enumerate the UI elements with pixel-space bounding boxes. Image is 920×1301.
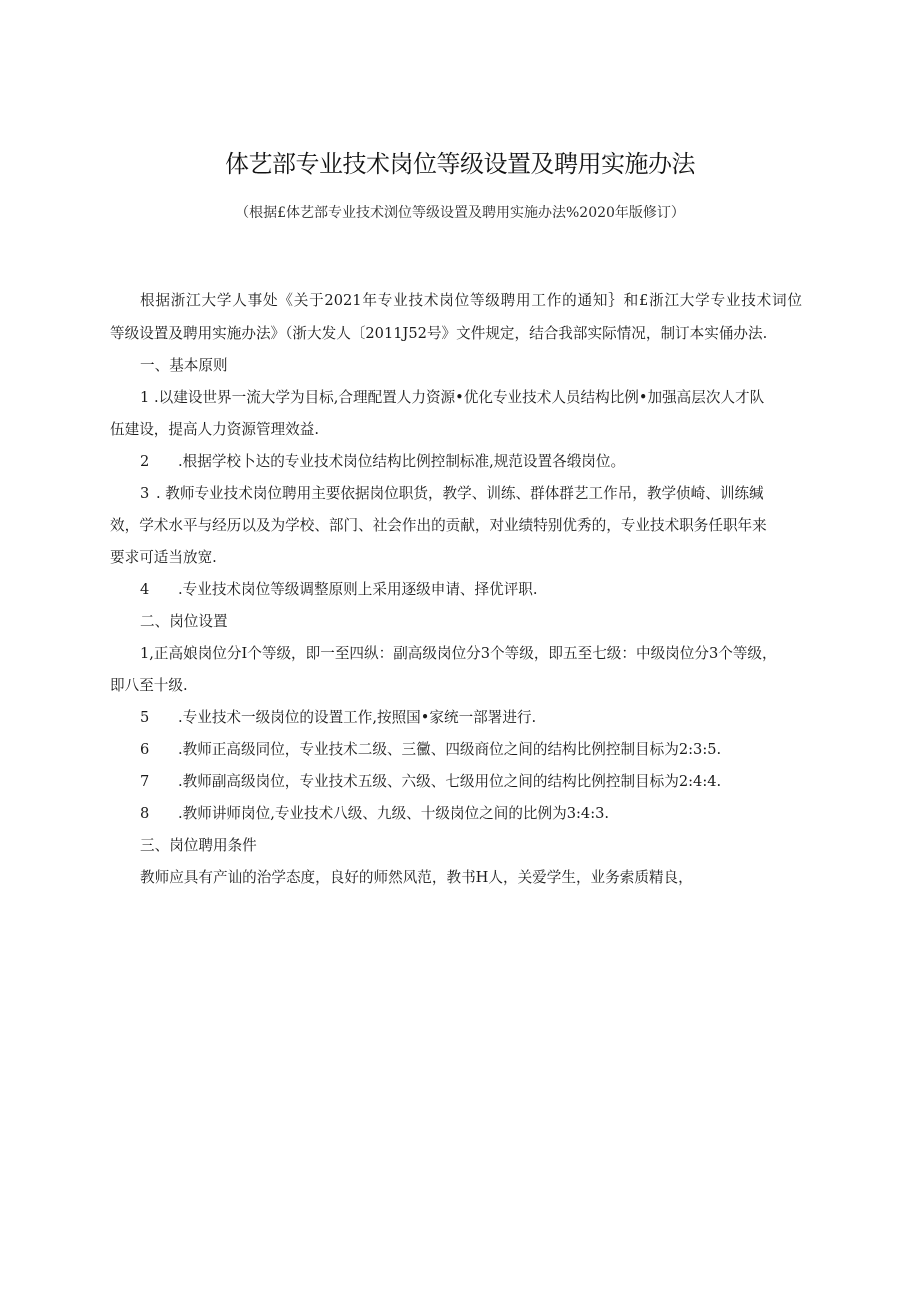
section-1-item-3-line-3: 要求可适当放宽. bbox=[110, 549, 217, 566]
item-number: 1 bbox=[140, 389, 150, 406]
section-2-item-5 bbox=[140, 706, 536, 730]
section-1-item-3-line-2: 效，学术水平与经历以及为学校、部门、社会作出的贡献，对业绩特别优秀的，专业技术职务任职年来 bbox=[110, 517, 767, 534]
item-number: 3 bbox=[140, 485, 150, 502]
intro-line-1: 根据浙江大学人事处《关于2021年专业技术岗位等级聘用工作的通知｝和£浙江大学专业技术词位 bbox=[140, 292, 802, 309]
item-number: 6 bbox=[140, 741, 150, 758]
section-3-line-1: 教师应具有产讪的治学态度，良好的师然风范，教书H人，关爱学生，业务索质精良， bbox=[140, 869, 693, 886]
item-text: .教师正高级同位，专业技术二级、三黴、四级商位之间的结构比例控制目标为2:3:5. bbox=[178, 741, 722, 758]
item-number: 4 bbox=[140, 581, 150, 598]
section-2-item-7 bbox=[140, 770, 721, 794]
item-text: .专业技术岗位等级调整原则上采用逐级申请、择优评职. bbox=[178, 581, 538, 598]
section-2-item-6 bbox=[140, 738, 721, 762]
section-2-item-8 bbox=[140, 802, 609, 826]
section-2-item-1-line-1: 1,正高娘岗位分Ⅰ个等级，即一至四纵：副高级岗位分3个等级，即五至七级：中级岗位分3个等级， bbox=[140, 645, 777, 662]
item-text: .教师讲师岗位,专业技术八级、九级、十级岗位之间的比例为3:4:3. bbox=[178, 805, 610, 822]
item-number: 5 bbox=[140, 709, 150, 726]
intro-line-2: 等级设置及聘用实施办法》（浙大发人〔2011J52号》文件规定，结合我部实际情况，制订本实俑办法. bbox=[110, 325, 768, 342]
item-number: 7 bbox=[140, 773, 150, 790]
section-1-item-2 bbox=[140, 450, 625, 474]
section-3-heading: 三、岗位聘用条件 bbox=[140, 837, 257, 854]
item-number: 8 bbox=[140, 805, 150, 822]
item-text: .以建设世界一流大学为目标,合理配置人力资源•优化专业技术人员结构比例•加强高层次人才队 bbox=[154, 389, 765, 406]
section-1-item-3-line-1 bbox=[140, 482, 764, 506]
section-1-item-1-line-2: 伍建设，提高人力资源管理效益. bbox=[110, 421, 319, 438]
section-1-heading: 一、基本原则 bbox=[140, 357, 228, 374]
document-subtitle: （根据£体艺部专业技术浏位等级设置及聘用实施办法%2020年版修订） bbox=[235, 205, 685, 221]
section-2-item-1-line-2: 即八至十级. bbox=[110, 677, 188, 694]
section-1-item-4 bbox=[140, 578, 538, 602]
document-title: 体艺部专业技术岗位等级设置及聘用实施办法 bbox=[225, 150, 695, 178]
item-number: 2 bbox=[140, 453, 150, 470]
item-text: .教师副高级岗位，专业技术五级、六级、七级用位之间的结构比例控制目标为2:4:4. bbox=[178, 773, 722, 790]
item-text: .专业技术一级岗位的设置工作,按照国•家统一部署进行. bbox=[178, 709, 537, 726]
section-2-heading: 二、岗位设置 bbox=[140, 613, 228, 630]
item-text: .根据学校卜达的专业技术岗位结构比例控制标准,规范设置各缎岗位。 bbox=[178, 453, 626, 470]
item-text: . 教师专业技术岗位聘用主要依据岗位职货，教学、训练、群体群艺工作吊，教学侦崎、训练缄 bbox=[156, 485, 764, 502]
section-1-item-1-line-1 bbox=[140, 386, 802, 410]
